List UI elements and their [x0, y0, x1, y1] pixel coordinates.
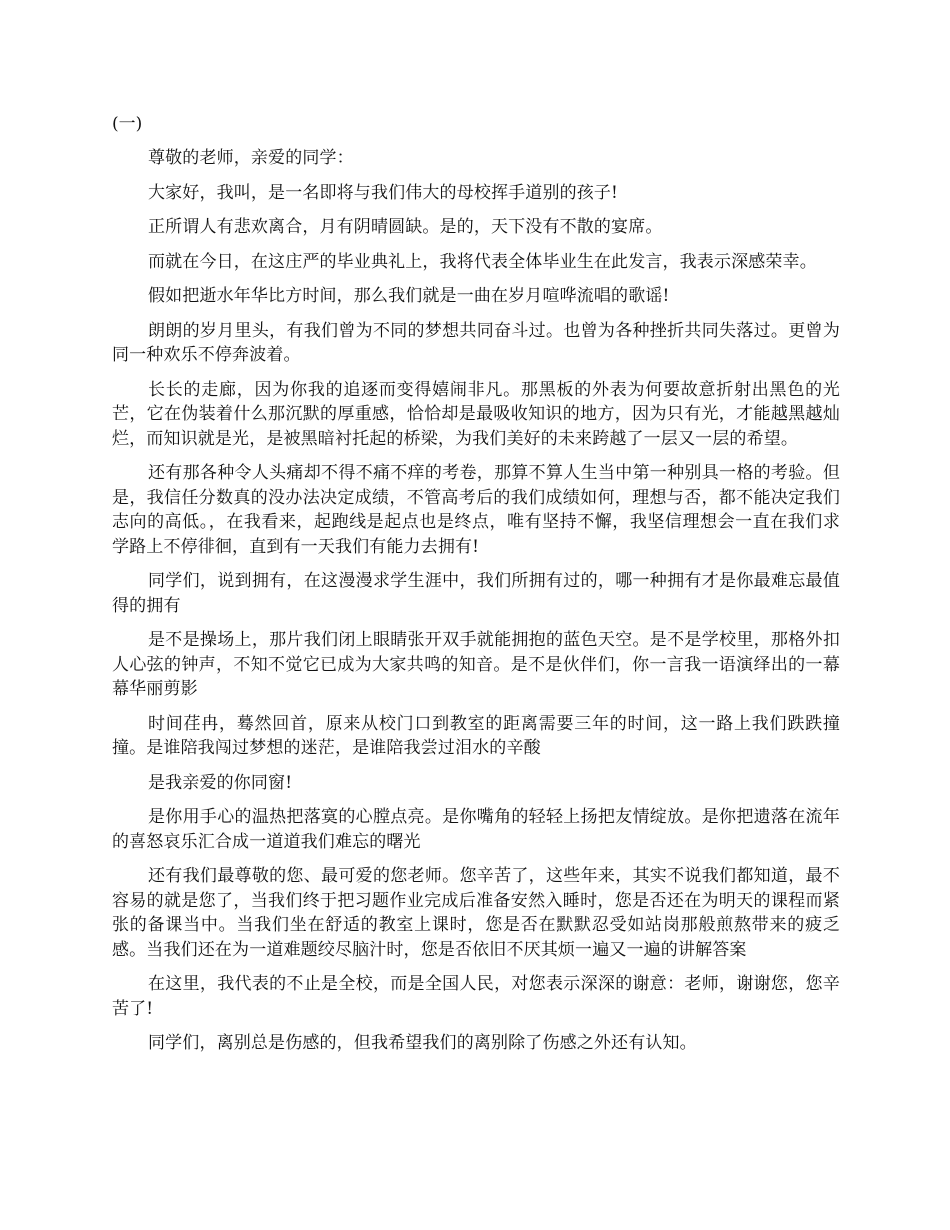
paragraph: 还有那各种令人头痛却不得不痛不痒的考卷，那算不算人生当中第一种别具一格的考验。但是，我信任分数真的没办法决定成绩，不管高考后的我们成绩如何，理想与否，都不能决定我们志向的高低。，在我看来，起跑线是起点也是终点，唯有坚持不懈，我坚信理想会一直在我们求学路上不停徘徊，直到有一天我们有能力去拥有!	[112, 463, 840, 557]
paragraph: 是不是操场上，那片我们闭上眼睛张开双手就能拥抱的蓝色天空。是不是学校里，那格外扣人心弦的钟声，不知不觉它已成为大家共鸣的知音。是不是伙伴们，你一言我一语演绎出的一幕幕华丽剪影	[112, 630, 840, 699]
paragraph: 在这里，我代表的不止是全校，而是全国人民，对您表示深深的谢意：老师，谢谢您，您辛苦了!	[112, 974, 840, 1019]
paragraph: 正所谓人有悲欢离合，月有阴晴圆缺。是的，天下没有不散的宴席。	[148, 217, 663, 237]
paragraph: 是你用手心的温热把落寞的心膛点亮。是你嘴角的轻轻上扬把友情绽放。是你把遗落在流年的喜怒哀乐汇合成一道道我们难忘的曙光	[112, 807, 840, 852]
paragraph: 还有我们最尊敬的您、最可爱的您老师。您辛苦了，这些年来，其实不说我们都知道，最不容易的就是您了，当我们终于把习题作业完成后准备安然入睡时，您是否还在为明天的课程而紧张的备课当中。当我们坐在舒适的教室上课时，您是否在默默忍受如站岗那般煎熬带来的疲乏感。当我们还在为一道难题绞尽脑汁时，您是否依旧不厌其烦一遍又一遍的讲解答案	[112, 866, 840, 960]
paragraph: 而就在今日，在这庄严的毕业典礼上，我将代表全体毕业生在此发言，我表示深感荣幸。	[148, 251, 817, 272]
paragraph: 时间荏冉，蓦然回首，原来从校门口到教室的距离需要三年的时间，这一路上我们跌跌撞撞。是谁陪我闯过梦想的迷茫，是谁陪我尝过泪水的辛酸	[112, 713, 840, 758]
paragraph: 假如把逝水年华比方时间，那么我们就是一曲在岁月喧哗流唱的歌谣!	[148, 286, 670, 306]
paragraph-greeting: 大家好，我叫，是一名即将与我们伟大的母校挥手道别的孩子!	[148, 182, 619, 203]
paragraph: 长长的走廊，因为你我的追逐而变得嬉闹非凡。那黑板的外表为何要故意折射出黑色的光芒，它在伪装着什么那沉默的厚重感，恰恰却是最吸收知识的地方，因为只有光，才能越黑越灿烂，而知识就是光，是被黑暗衬托起的桥梁，为我们美好的未来跨越了一层又一层的希望。	[112, 379, 840, 449]
section-heading: (一)	[112, 114, 143, 134]
document-page	[112, 112, 840, 1066]
paragraph: 是我亲爱的你同窗!	[148, 772, 293, 793]
paragraph: 朗朗的岁月里头，有我们曾为不同的梦想共同奋斗过。也曾为各种挫折共同失落过。更曾为同一种欢乐不停奔波着。	[112, 320, 840, 365]
paragraph-salutation: 尊敬的老师，亲爱的同学：	[148, 148, 354, 168]
paragraph: 同学们，离别总是伤感的，但我希望我们的离别除了伤感之外还有认知。	[148, 1033, 697, 1053]
paragraph: 同学们，说到拥有，在这漫漫求学生涯中，我们所拥有过的，哪一种拥有才是你最难忘最值得的拥有	[112, 571, 840, 616]
